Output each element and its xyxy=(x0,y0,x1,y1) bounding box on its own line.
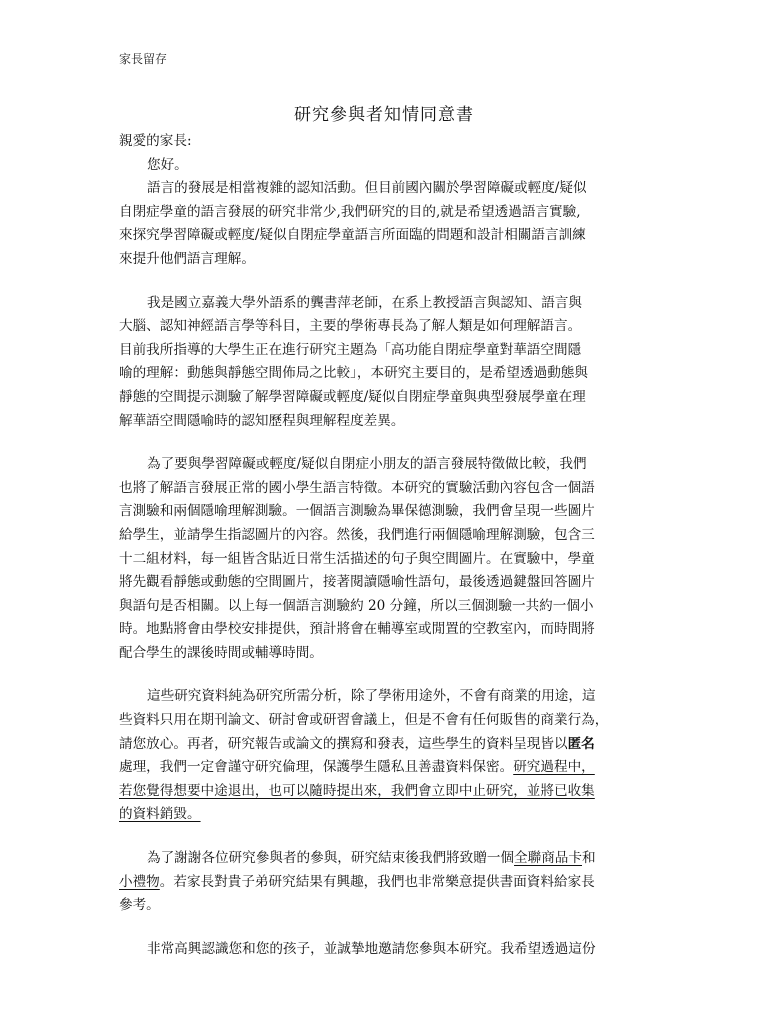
gift-card-text: 全聯商品卡 xyxy=(514,850,582,867)
text-line xyxy=(119,756,659,780)
text-line: 參考。 xyxy=(119,897,160,914)
document-body xyxy=(119,130,659,961)
paragraph-2 xyxy=(119,292,659,434)
text-line xyxy=(119,780,659,804)
text-line: 些資料只用在期刊論文、研討會或研習會議上，但是不會有任何販售的商業行為， xyxy=(119,712,609,729)
text-line: 我是國立嘉義大學外語系的龔書萍老師，在系上教授語言與認知、語言與 xyxy=(147,294,582,311)
paragraph-4 xyxy=(119,685,659,827)
text-segment: 為了謝謝各位研究參與者的參與，研究結束後我們將致贈一個 xyxy=(147,850,515,867)
text-line: 非常高興認識您和您的孩子，並誠摯地邀請您參與本研究。我希望透過這份 xyxy=(147,940,596,957)
paragraph-1 xyxy=(119,177,659,271)
text-line: 喻的理解：動態與靜態空間佈局之比較」，本研究主要目的，是希望透過動態與 xyxy=(119,365,588,382)
text-line: 十二組材料，每一組皆含貼近日常生活描述的句子與空間圖片。在實驗中，學童 xyxy=(119,550,595,567)
paragraph-3 xyxy=(119,453,659,665)
text-line: 來提升他們語言理解。 xyxy=(119,250,255,267)
text-line: 靜態的空間提示測驗了解學習障礙或輕度/疑似自閉症學童與典型發展學童在理 xyxy=(119,388,586,405)
text-segment: 請您放心。再者，研究報告或論文的撰寫和發表，這些學生的資料呈現皆以 xyxy=(119,735,568,752)
text-line: 與語句是否相關。以上每一個語言測驗約 20 分鐘，所以三個測驗一共約一個小 xyxy=(119,597,594,614)
text-line: 語言的發展是相當複雜的認知活動。但目前國內關於學習障礙或輕度/疑似 xyxy=(147,180,587,197)
text-line xyxy=(119,871,659,895)
text-line: 為了要與學習障礙或輕度/疑似自閉症小朋友的語言發展特徵做比較，我們 xyxy=(147,456,587,473)
paragraph-6 xyxy=(119,938,659,962)
text-line xyxy=(119,803,659,827)
text-line: 也將了解語言發展正常的國小學生語言特徵。本研究的實驗活動內容包含一個語 xyxy=(119,479,595,496)
underlined-text: 若您覺得想要中途退出，也可以隨時提出來，我們會立即中止研究，並將已收集 xyxy=(119,782,595,799)
text-line xyxy=(119,847,659,871)
text-line: 給學生，並請學生指認圖片的內容。然後，我們進行兩個隱喻理解測驗，包含三 xyxy=(119,526,595,543)
underlined-text: 研究過程中， xyxy=(513,759,595,776)
text-line: 時。地點將會由學校安排提供，預計將會在輔導室或閒置的空教室內，而時間將 xyxy=(119,621,595,638)
text-line: 自閉症學童的語言發展的研究非常少,我們研究的目的,就是希望透過語言實驗, xyxy=(119,203,581,220)
salutation: 您好。 xyxy=(147,156,188,173)
text-line: 這些研究資料純為研究所需分析，除了學術用途外，不會有商業的用途，這 xyxy=(147,688,596,705)
text-segment: 。若家長對貴子弟研究結果有興趣，我們也非常樂意提供書面資料給家長 xyxy=(159,873,595,890)
small-gift-text: 小禮物 xyxy=(119,873,160,890)
header-note: 家長留存 xyxy=(119,52,168,66)
paragraph-5 xyxy=(119,847,659,918)
greeting: 親愛的家長: xyxy=(119,133,192,149)
text-line: 來探究學習障礙或輕度/疑似自閉症學童語言所面臨的問題和設計相關語言訓練 xyxy=(119,227,586,244)
underlined-text: 的資料銷毀。 xyxy=(119,806,201,823)
text-line: 言測驗和兩個隱喻理解測驗。一個語言測驗為畢保德測驗，我們會呈現一些圖片 xyxy=(119,503,595,520)
text-line: 大腦、認知神經語言學等科目，主要的學術專長為了解人類是如何理解語言。 xyxy=(119,318,582,335)
text-line: 將先觀看靜態或動態的空間圖片，接著閱讀隱喻性語句，最後透過鍵盤回答圖片 xyxy=(119,574,595,591)
text-line: 解華語空間隱喻時的認知歷程與理解程度差異。 xyxy=(119,412,405,429)
text-line: 目前我所指導的大學生正在進行研究主題為「高功能自閉症學童對華語空間隱 xyxy=(119,341,582,358)
text-segment: 和 xyxy=(582,850,596,867)
bold-anonymous: 匿名 xyxy=(567,735,595,752)
document-title: 研究參與者知情同意書 xyxy=(294,105,474,125)
text-segment: 處理，我們一定會謹守研究倫理，保護學生隱私且善盡資料保密。 xyxy=(119,759,514,776)
text-line xyxy=(119,733,659,757)
text-line: 配合學生的課後時間或輔導時間。 xyxy=(119,644,323,661)
